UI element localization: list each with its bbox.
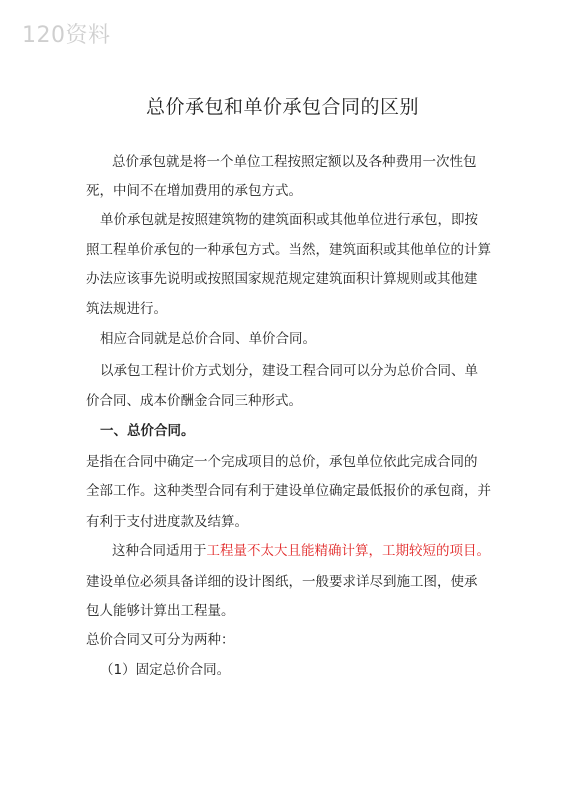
page-title: 总价承包和单价承包合同的区别 [145, 96, 419, 118]
paragraph-line: 建设单位必须具备详细的设计图纸，一般要求详尽到施工图，使承 [86, 574, 478, 590]
paragraph-line: 价合同、成本价酬金合同三种形式。 [86, 393, 302, 409]
paragraph-line: 单价承包就是按照建筑物的建筑面积或其他单位进行承包，即按 [100, 212, 478, 228]
highlighted-text: 工程量不太大且能精确计算，工期较短的项目。 [206, 543, 490, 559]
section-heading: 一、总价合同。 [100, 423, 195, 439]
paragraph-line: 总价承包就是将一个单位工程按照定额以及各种费用一次性包 [112, 154, 477, 170]
paragraph-line: 死，中间不在增加费用的承包方式。 [86, 183, 302, 199]
paragraph-line: 以承包工程计价方式划分，建设工程合同可以分为总价合同、单 [100, 363, 478, 379]
paragraph-line: 总价合同又可分为两种： [86, 632, 235, 648]
paragraph-line: 有利于支付进度款及结算。 [86, 514, 248, 530]
watermark: 120资料 [22, 23, 111, 48]
paragraph-line: 办法应该事先说明或按照国家规范规定建筑面积计算规则或其他建 [86, 271, 478, 287]
paragraph-line: 包人能够计算出工程量。 [86, 603, 235, 619]
paragraph-line: 全部工作。这种类型合同有利于建设单位确定最低报价的承包商，并 [86, 483, 491, 499]
paragraph-line: 相应合同就是总价合同、单价合同。 [100, 331, 316, 347]
paragraph-line: 照工程单价承包的一种承包方式。当然，建筑面积或其他单位的计算 [86, 242, 491, 258]
paragraph-line: 筑法规进行。 [86, 301, 167, 317]
paragraph-line: 是指在合同中确定一个完成项目的总价，承包单位依此完成合同的 [86, 454, 478, 470]
text-segment: 这种合同适用于 [112, 543, 207, 559]
paragraph-line-highlight [112, 542, 490, 560]
list-item: （1）固定总价合同。 [100, 662, 231, 678]
